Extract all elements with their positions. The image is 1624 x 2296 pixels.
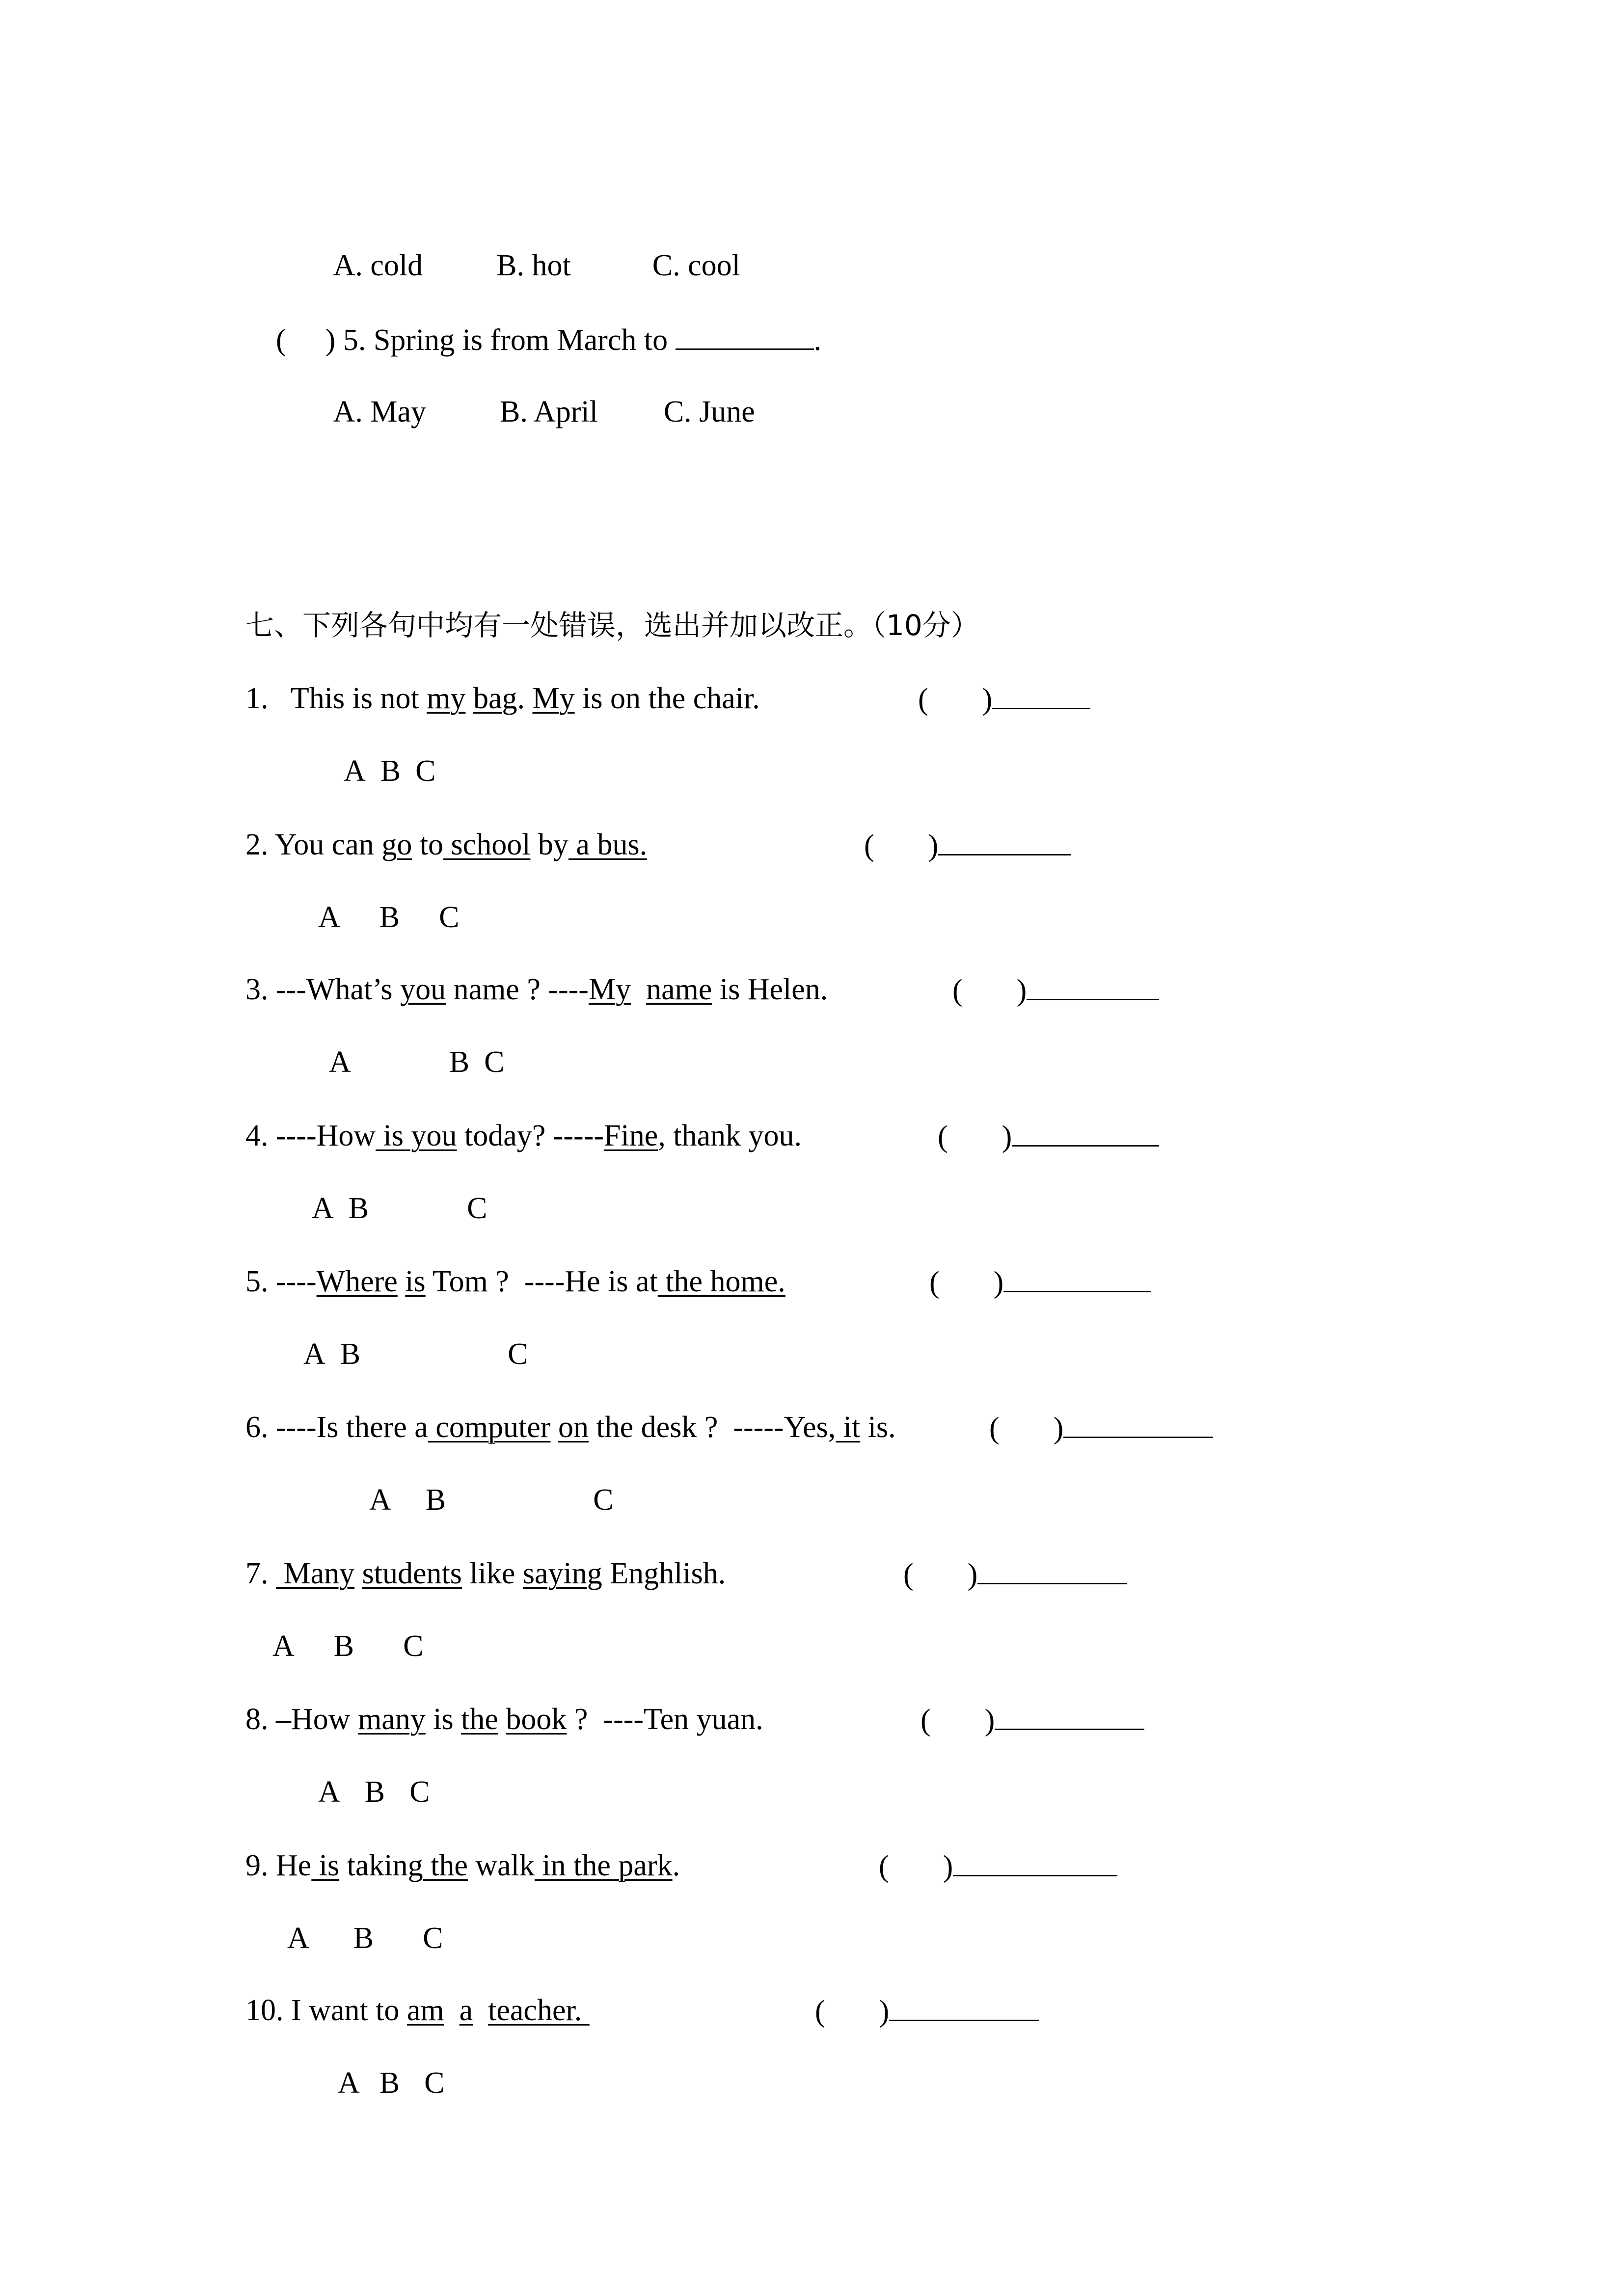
- option-letter: A: [312, 1192, 334, 1225]
- option-letter: C: [409, 1775, 430, 1809]
- option-letter: C: [439, 901, 460, 934]
- sentence-text: [473, 1994, 488, 2027]
- option-letter: A: [344, 754, 366, 788]
- sentence-text: –How: [276, 1703, 358, 1736]
- sentence-text: [631, 973, 646, 1006]
- question-row: [245, 829, 647, 860]
- option-letters-row: [329, 1047, 505, 1077]
- question-row: [245, 1995, 590, 2026]
- sentence-text: ---What’s: [276, 973, 401, 1006]
- paren-open: (: [938, 1120, 948, 1153]
- option-letter: A: [329, 1045, 351, 1079]
- sentence-text: taking: [339, 1849, 423, 1882]
- answer-area: [989, 1412, 1213, 1443]
- underlined-segment: name: [646, 973, 712, 1006]
- question-text: 5. Spring is from March to: [343, 323, 668, 357]
- option-letter: A: [272, 1629, 295, 1663]
- correction-blank[interactable]: [938, 829, 1071, 855]
- underlined-segment: on: [558, 1411, 589, 1444]
- spacer: [284, 1994, 292, 2027]
- option-letter: A: [318, 901, 340, 934]
- underlined-segment: Where: [316, 1265, 398, 1298]
- option-letter: B: [353, 1922, 374, 1955]
- sentence-text: walk: [467, 1849, 535, 1882]
- option-letter: C: [467, 1192, 487, 1225]
- question-number: 7.: [245, 1557, 269, 1590]
- underlined-segment: is: [405, 1265, 426, 1298]
- option-letters-row: [272, 1631, 424, 1661]
- underlined-segment: book: [506, 1703, 567, 1736]
- spacer: [269, 1119, 276, 1152]
- paren-close: ): [1016, 974, 1027, 1007]
- option-letter: B: [425, 1483, 446, 1517]
- paren-open: (: [864, 829, 874, 862]
- underlined-segment: students: [362, 1557, 462, 1590]
- underlined-segment: you: [400, 973, 446, 1006]
- underlined-segment: am: [406, 1994, 444, 2027]
- sentence-text: name ? ----: [446, 973, 589, 1006]
- spacer: [269, 973, 276, 1006]
- question-number: 4.: [245, 1119, 269, 1152]
- underlined-segment: the: [423, 1849, 468, 1882]
- option-letters-row: [287, 1923, 443, 1953]
- option-letter: A: [303, 1337, 325, 1371]
- question-row: [245, 974, 828, 1005]
- sentence-text: ----How: [276, 1119, 376, 1152]
- underlined-segment: My: [532, 682, 575, 715]
- underlined-segment: school: [443, 828, 531, 861]
- answer-area: [879, 1850, 1117, 1882]
- paren-close: ): [967, 1558, 978, 1591]
- question-row: [245, 1121, 802, 1151]
- option-letter: C: [423, 1922, 443, 1955]
- answer-area: [903, 1558, 1127, 1590]
- option-letter: B: [379, 2066, 400, 2100]
- spacer: [269, 1557, 276, 1590]
- underlined-segment: bag: [473, 682, 517, 715]
- sentence-text: [398, 1265, 406, 1298]
- option-letters-row: [318, 902, 460, 933]
- option-letter: B: [380, 754, 401, 788]
- answer-area: [929, 1266, 1151, 1298]
- underlined-segment: it: [836, 1411, 861, 1444]
- sentence-text: ----Is there a: [276, 1411, 428, 1444]
- section-heading: 七、下列各句中均有一处错误，选出并加以改正。（10分）: [245, 609, 979, 642]
- question-end: .: [813, 323, 822, 357]
- option-letter: B: [348, 1192, 369, 1225]
- answer-area: [952, 974, 1159, 1006]
- option-b: B. April: [500, 395, 598, 428]
- underlined-segment: Many: [276, 1557, 355, 1590]
- question-row: [245, 1412, 896, 1442]
- option-letters-row: [344, 756, 436, 786]
- answer-blank[interactable]: [676, 324, 814, 350]
- option-letter: B: [379, 901, 400, 934]
- sentence-text: is Helen.: [712, 973, 828, 1006]
- sentence-text: Tom ? ----He is at: [425, 1265, 658, 1298]
- sentence-text: is.: [860, 1411, 896, 1444]
- paren-close: ): [879, 1995, 890, 2028]
- option-letter: A: [318, 1775, 340, 1809]
- option-letters-row: [369, 1485, 614, 1515]
- underlined-segment: computer: [428, 1411, 551, 1444]
- question-number: 3.: [245, 973, 269, 1006]
- option-letter: C: [403, 1629, 424, 1663]
- underlined-segment: teacher.: [488, 1994, 590, 2027]
- option-letter: B: [449, 1045, 470, 1079]
- answer-area: [815, 1995, 1039, 2027]
- sentence-text: today? -----: [457, 1119, 604, 1152]
- spacer: [269, 682, 291, 715]
- correction-blank[interactable]: [1027, 974, 1159, 1000]
- option-c: C. June: [663, 395, 755, 428]
- sentence-text: is on the chair.: [574, 682, 760, 715]
- option-letter: A: [338, 2066, 360, 2100]
- option-c: C. cool: [652, 249, 740, 282]
- option-a: A. cold: [333, 249, 423, 282]
- question-row: [245, 1850, 680, 1881]
- underlined-segment: the home.: [657, 1265, 785, 1298]
- answer-area: [918, 683, 1090, 715]
- underlined-segment: is: [311, 1849, 340, 1882]
- sentence-text: by: [530, 828, 568, 861]
- answer-area: [938, 1121, 1159, 1152]
- correction-blank[interactable]: [1012, 1121, 1159, 1147]
- sentence-text: [498, 1703, 506, 1736]
- spacer: [269, 1849, 276, 1882]
- correction-blank[interactable]: [977, 1558, 1127, 1584]
- question-number: 2.: [245, 828, 269, 861]
- option-a: A. May: [333, 395, 427, 428]
- paren-close: ): [928, 829, 939, 862]
- option-letters-row: [303, 1339, 528, 1369]
- paren-close: ): [325, 323, 336, 357]
- option-letter: C: [424, 2066, 445, 2100]
- underlined-segment: the: [461, 1703, 498, 1736]
- paren-close: ): [1053, 1412, 1064, 1445]
- spacer: [269, 828, 275, 861]
- sentence-text: [354, 1557, 362, 1590]
- sentence-text: Enghlish.: [602, 1557, 726, 1590]
- spacer: [269, 1411, 276, 1444]
- correction-blank[interactable]: [953, 1850, 1117, 1876]
- correction-blank[interactable]: [1063, 1412, 1213, 1438]
- paren-open: (: [920, 1704, 931, 1737]
- question-row: [245, 683, 760, 714]
- question-row: [245, 1266, 785, 1297]
- paren-open: (: [929, 1266, 940, 1299]
- option-letter: B: [333, 1629, 354, 1663]
- sentence-text: I want to: [291, 1994, 407, 2027]
- answer-area: [920, 1704, 1144, 1735]
- correction-blank[interactable]: [992, 683, 1090, 709]
- question-number: 10.: [245, 1994, 284, 2027]
- underlined-segment: my: [427, 682, 466, 715]
- q5-options-row: [304, 366, 755, 457]
- question-number: 9.: [245, 1849, 269, 1882]
- paren-open: (: [903, 1558, 914, 1591]
- paren-close: ): [982, 683, 993, 716]
- correction-blank[interactable]: [1003, 1266, 1151, 1292]
- option-b: B. hot: [496, 249, 571, 282]
- spacer: [269, 1703, 276, 1736]
- option-letter: C: [484, 1045, 505, 1079]
- paren-close: ): [984, 1704, 995, 1737]
- option-letter: B: [364, 1775, 385, 1809]
- paren-open: (: [276, 323, 286, 357]
- sentence-text: to: [412, 828, 444, 861]
- paren-open: (: [815, 1995, 825, 2028]
- underlined-segment: My: [588, 973, 631, 1006]
- sentence-text: [444, 1994, 460, 2027]
- sentence-text: ? ----Ten yuan.: [567, 1703, 763, 1736]
- question-row: [245, 1704, 763, 1735]
- paren-open: (: [918, 683, 928, 716]
- sentence-text: is: [425, 1703, 461, 1736]
- sentence-text: the desk ? -----Yes,: [588, 1411, 836, 1444]
- option-letters-row: [338, 2068, 445, 2098]
- underlined-segment: in the park: [534, 1849, 673, 1882]
- sentence-text: .: [517, 682, 533, 715]
- question-number: 1.: [245, 682, 269, 715]
- sentence-text: , thank you.: [658, 1119, 802, 1152]
- sentence-text: This is not: [290, 682, 427, 715]
- sentence-text: He: [276, 1849, 312, 1882]
- underlined-segment: saying: [522, 1557, 602, 1590]
- correction-blank[interactable]: [889, 1995, 1039, 2021]
- option-letter: A: [287, 1922, 309, 1955]
- paren-open: (: [989, 1412, 1000, 1445]
- underlined-segment: a: [459, 1994, 473, 2027]
- question-number: 6.: [245, 1411, 269, 1444]
- correction-blank[interactable]: [995, 1704, 1144, 1730]
- option-letter: C: [593, 1483, 614, 1517]
- underlined-segment: is you: [376, 1119, 457, 1152]
- sentence-text: ----: [276, 1265, 317, 1298]
- sentence-text: like: [461, 1557, 523, 1590]
- spacer: [269, 1265, 276, 1298]
- underlined-segment: many: [358, 1703, 426, 1736]
- question-number: 5.: [245, 1265, 269, 1298]
- sentence-text: [465, 682, 473, 715]
- paren-open: (: [879, 1850, 889, 1883]
- underlined-segment: a bus.: [568, 828, 648, 861]
- question-number: 8.: [245, 1703, 269, 1736]
- option-letter: C: [508, 1337, 528, 1371]
- paren-close: ): [1001, 1120, 1012, 1153]
- sentence-text: [550, 1411, 558, 1444]
- paren-open: (: [952, 974, 963, 1007]
- sentence-text: You can: [274, 828, 382, 861]
- option-letter: B: [340, 1337, 361, 1371]
- underlined-segment: go: [381, 828, 412, 861]
- question-row: [245, 1558, 726, 1589]
- underlined-segment: Fine: [604, 1119, 658, 1152]
- option-letter: C: [415, 754, 436, 788]
- option-letters-row: [318, 1777, 430, 1807]
- option-letters-row: [312, 1193, 487, 1224]
- sentence-text: .: [672, 1849, 680, 1882]
- paren-close: ): [943, 1850, 953, 1883]
- option-letter: A: [369, 1483, 391, 1517]
- paren-close: ): [993, 1266, 1004, 1299]
- answer-area: [864, 829, 1071, 861]
